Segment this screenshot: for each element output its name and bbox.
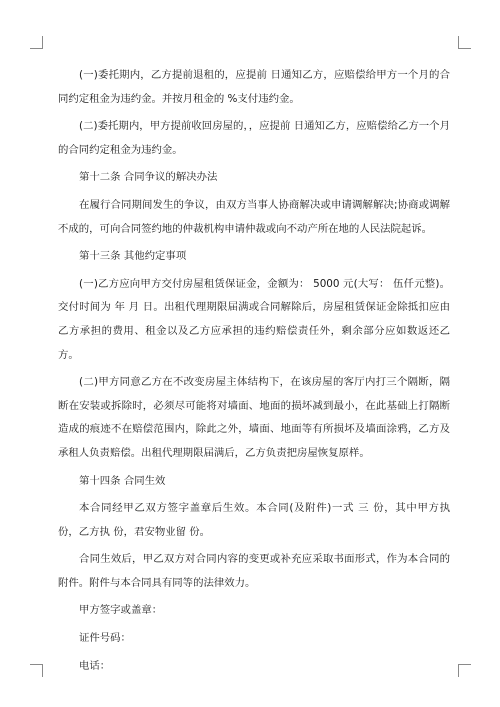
crop-mark-bottom-right [458, 664, 471, 677]
phone-label: 电话： [79, 659, 111, 672]
article-12-heading: 第十二条 合同争议的解决办法 [79, 171, 218, 184]
clause-early-termination-tenant: (一)委托期内，乙方提前退租的，应提前 日通知乙方，应赔偿给甲方一个月的合同约定租金为违约金。并按月租金的 %支付违约金。 [58, 69, 450, 105]
document-body [58, 64, 450, 678]
crop-mark-top-left [30, 36, 43, 49]
clause-early-termination-landlord: (二)委托期内，甲方提前收回房屋的，，应提前 日通知乙方，应赔偿给乙方一个月的合同约定租金为违约金。 [58, 120, 450, 156]
clause-amendments: 合同生效后，甲乙双方对合同内容的变更或补充应采取书面形式，作为本合同的附件。附件与本合同具有同等的法律效力。 [58, 553, 450, 589]
clause-partition-installation: (二)甲方同意乙方在不改变房屋主体结构下，在该房屋的客厅内打三个隔断，隔断在安装或拆除时，必须尽可能将对墙面、地面的损坏减到最小，在此基础上打隔断造成的痕迹不在赔偿范围内，除此之外，墙面、地面等有所损坏及墙面涂鸦，乙方及承租人负责赔偿。出租代理期限届满后，乙方负责把房屋恢复原样。 [58, 376, 450, 459]
crop-mark-top-right [458, 36, 471, 49]
id-number-label: 证件号码： [79, 632, 131, 645]
article-14-heading: 第十四条 合同生效 [79, 474, 166, 487]
party-a-signature-label: 甲方签字或盖章： [79, 604, 163, 617]
clause-security-deposit: (一)乙方应向甲方交付房屋租赁保证金，金额为： 5000 元(大写： 伍仟元整)。交付时间为 年 月 日。出租代理期限届满或合同解除后，房屋租赁保证金除抵扣应由乙方承担的费用、租金以及乙方应承担的违约赔偿责任外，剩余部分应如数返还乙方。 [58, 277, 450, 361]
clause-contract-copies: 本合同经甲乙双方签字盖章后生效。本合同(及附件)一式 三 份，其中甲方执 份，乙方执 份，君安物业留 份。 [58, 502, 450, 538]
clause-dispute-resolution: 在履行合同期间发生的争议，由双方当事人协商解决或申请调解解决;协商或调解不成的，可向合同签约地的仲裁机构申请仲裁或向不动产所在地的人民法院起诉。 [58, 198, 450, 235]
article-13-heading: 第十三条 其他约定事项 [79, 250, 187, 263]
crop-mark-bottom-left [30, 664, 43, 677]
